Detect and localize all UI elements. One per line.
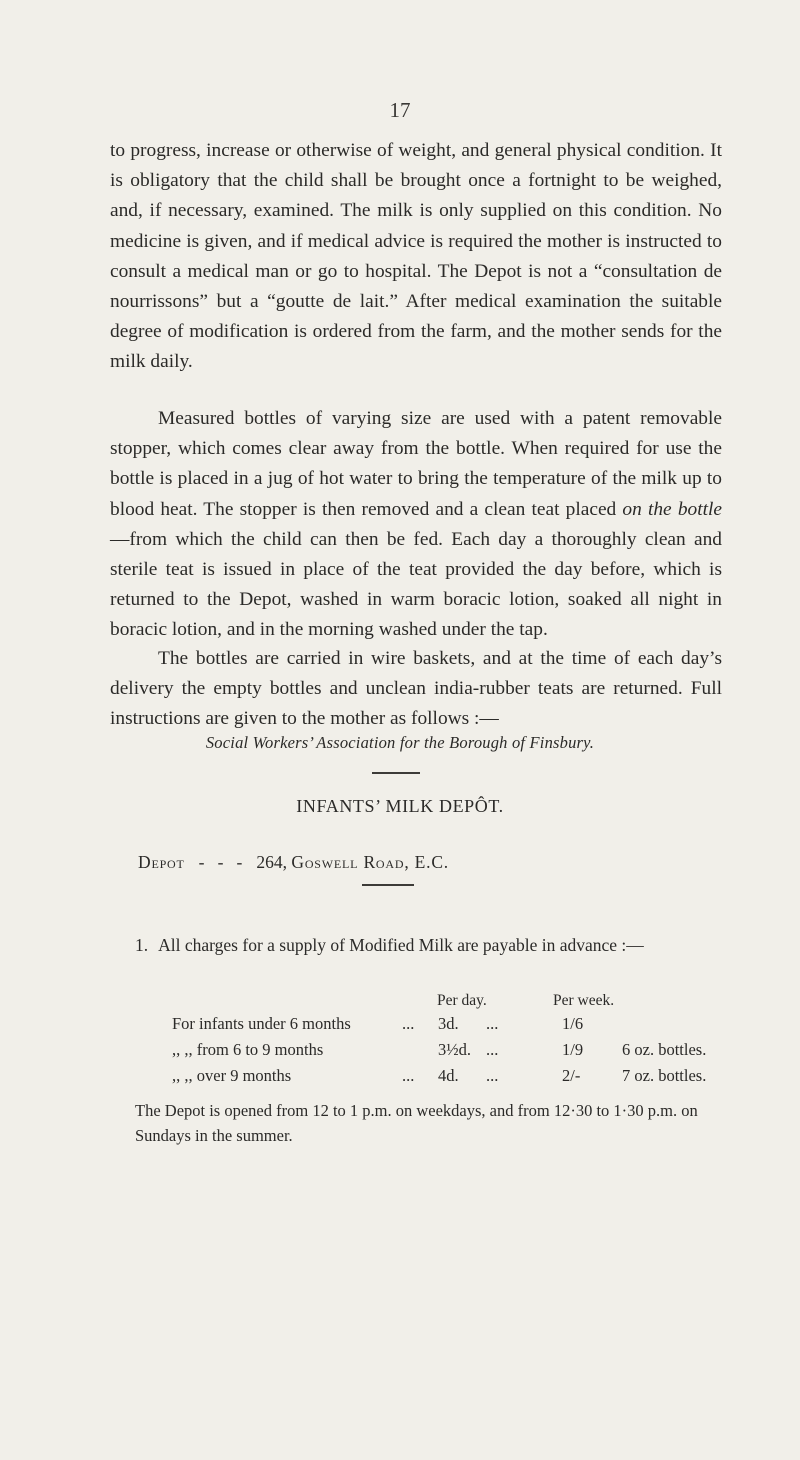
row-per-week: 2/- bbox=[562, 1066, 581, 1085]
row-description: ,, ,, over 9 months bbox=[172, 1066, 292, 1085]
row-per-day: 3½d. bbox=[438, 1040, 471, 1059]
row-note: 7 oz. bottles. bbox=[622, 1066, 707, 1085]
row-per-day: 4d. bbox=[438, 1066, 459, 1085]
row-per-day: 3d. bbox=[438, 1014, 459, 1033]
row-per-week: 1/9 bbox=[562, 1040, 584, 1059]
opening-hours: The Depot is opened from 12 to 1 p.m. on weekdays, and from 12·30 to 1·30 p.m. on Sundays in the summer. bbox=[135, 1101, 698, 1145]
paragraph-bottles-italic: on the bottle bbox=[622, 498, 722, 520]
column-per-week: Per week. bbox=[553, 992, 615, 1009]
divider-rule-2 bbox=[362, 884, 414, 886]
depot-heading: INFANTS’ MILK DEPÔT. bbox=[296, 796, 504, 816]
paragraph-conditions: to progress, increase or otherwise of weight, and general physical condition. It is obligatory that the child shall be brought once a fortnight to be weighed, and, if necessary, examined. The milk is only supplied on this condition. No medicine is given, and if medical advice is required the mother is instructed to consult a medical man or go to hospital. The Depot is not a “consultation de nourrissons” but a “goutte de lait.” After medical examination the suitable degree of modification is ordered from the farm, and the mother sends for the milk daily. bbox=[110, 140, 722, 373]
page-number: 17 bbox=[389, 98, 411, 122]
charges-number: 1. bbox=[135, 935, 149, 955]
address-number: 264, bbox=[256, 852, 287, 872]
table-row bbox=[0, 1066, 800, 1092]
row-leader-2: ... bbox=[486, 1014, 499, 1033]
depot-address bbox=[138, 852, 449, 873]
row-description: ,, ,, from 6 to 9 months bbox=[172, 1040, 324, 1059]
row-leader: ... bbox=[402, 1066, 415, 1085]
paragraph-bottles-text-2: —from which the child can then be fed. Each day a thoroughly clean and sterile teat is issued in place of the teat provided the day before, which is returned to the Depot, washed in warm boracic lotion, soaked all night in boracic lotion, and in the morning washed under the tap. bbox=[110, 528, 722, 641]
row-leader-2: ... bbox=[486, 1066, 499, 1085]
row-leader: ... bbox=[402, 1014, 415, 1033]
table-row bbox=[0, 1040, 800, 1066]
charges-clause bbox=[135, 932, 725, 958]
column-per-day: Per day. bbox=[437, 992, 487, 1009]
charges-text: All charges for a supply of Modified Milk are payable in advance :— bbox=[158, 935, 644, 955]
row-per-week: 1/6 bbox=[562, 1014, 584, 1033]
paragraph-bottles-text-1: Measured bottles of varying size are used with a patent removable stopper, which comes clear away from the bottle. When required for use the bottle is placed in a jug of hot water to bring the temperature of the milk up to blood heat. The stopper is then removed and a clean teat placed bbox=[110, 408, 722, 520]
association-title: Social Workers’ Association for the Borough of Finsbury. bbox=[205, 733, 595, 752]
paragraph-delivery: The bottles are carried in wire baskets, and at the time of each day’s delivery the empty bottles and unclean india-rubber teats are returned. Full instructions are given to the mother as follows :— bbox=[110, 648, 722, 730]
divider-rule-1 bbox=[372, 772, 420, 774]
paragraph-bottles bbox=[110, 404, 722, 646]
row-description: For infants under 6 months bbox=[172, 1014, 351, 1033]
table-row bbox=[0, 1014, 800, 1040]
address-dashes: - - - bbox=[198, 852, 243, 872]
row-leader-2: ... bbox=[486, 1040, 499, 1059]
row-note: 6 oz. bottles. bbox=[622, 1040, 707, 1059]
address-street: Goswell Road, E.C. bbox=[291, 852, 449, 872]
address-label: Depot bbox=[138, 852, 185, 872]
